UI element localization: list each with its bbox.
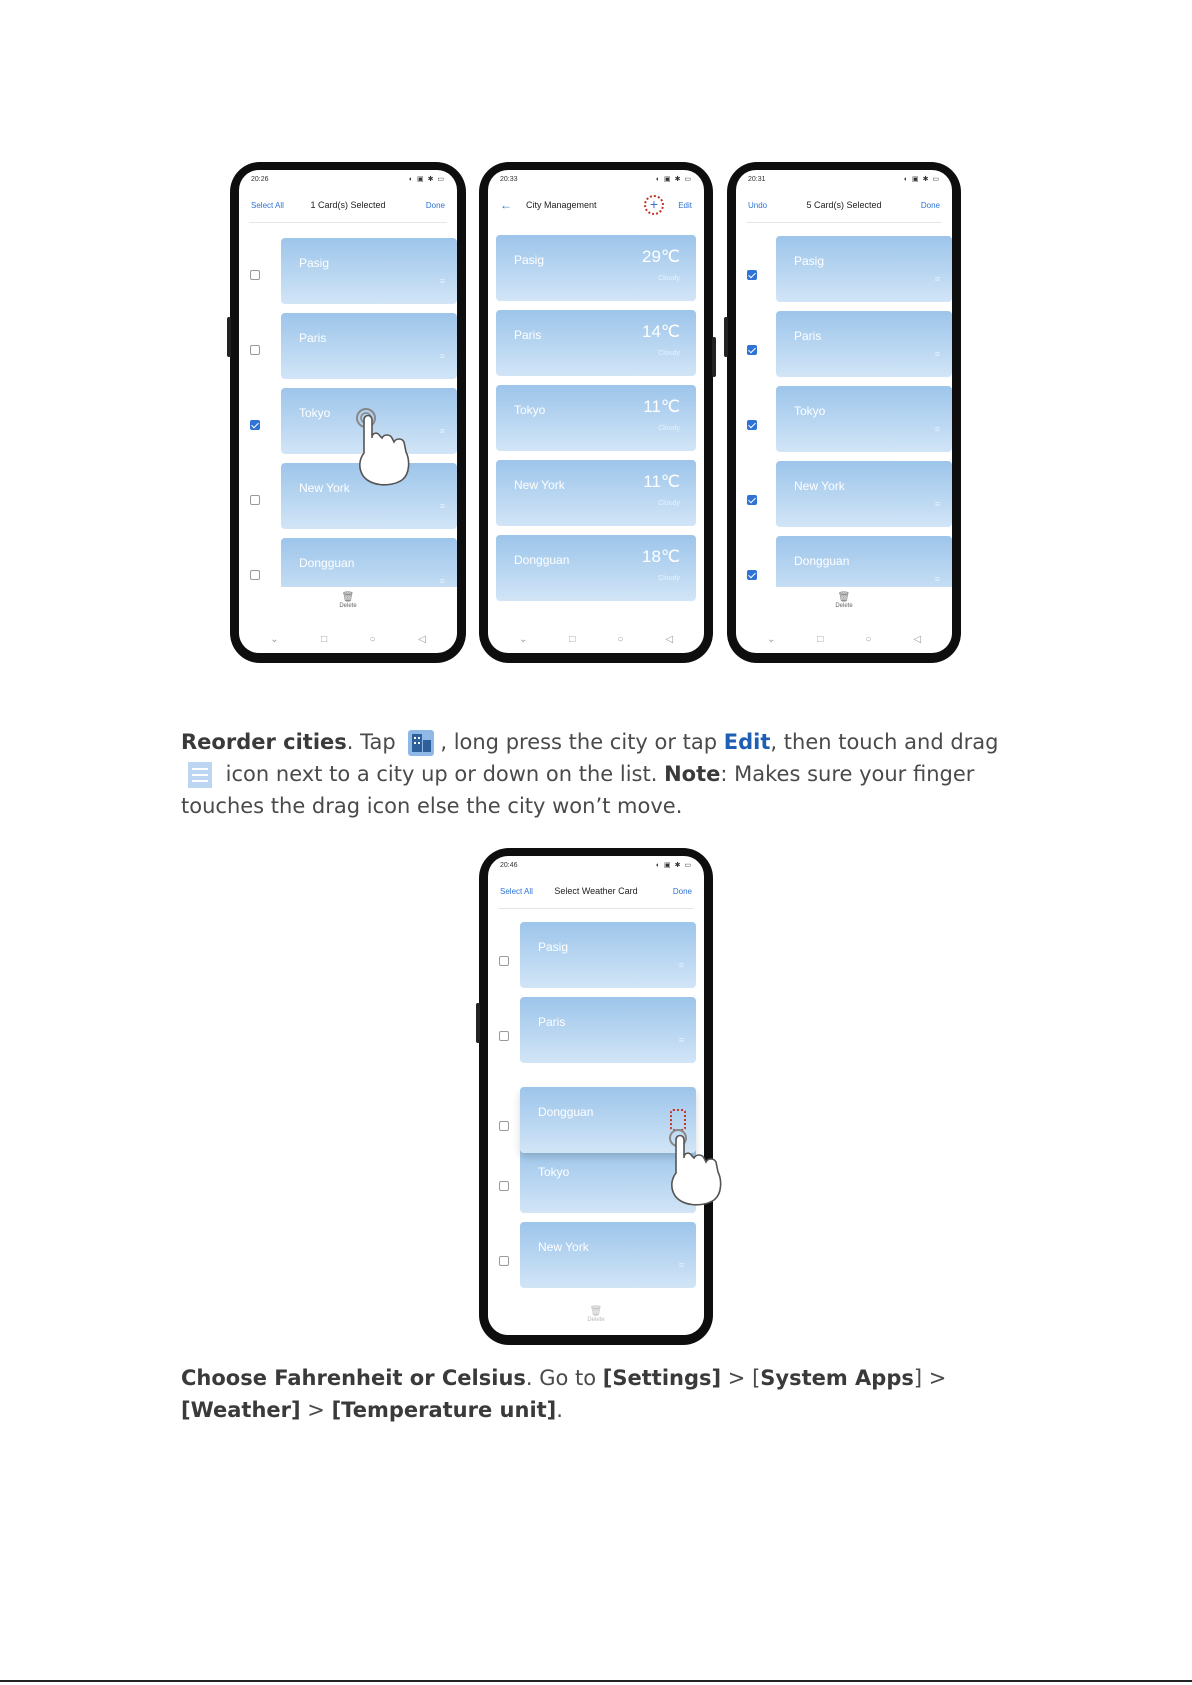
app-bar (736, 192, 952, 218)
text-run: . Go to (525, 1366, 603, 1390)
delete-bar[interactable] (488, 1301, 704, 1335)
condition: Cloudy (658, 350, 680, 357)
temperature: 29℃ (641, 247, 680, 266)
finger-tap-icon (354, 408, 412, 490)
text-run: , then touch and drag (770, 730, 999, 754)
selection-title: 5 Card(s) Selected (806, 200, 882, 210)
city-name: Tokyo (538, 1165, 570, 1179)
page-title: Select Weather Card (554, 886, 638, 896)
temperature-unit-paragraph (181, 1362, 1021, 1426)
text-run: > (300, 1398, 332, 1422)
status-icons: ◐ ▣ ✱ ▭ (655, 862, 692, 869)
recents-icon[interactable]: □ (569, 633, 576, 645)
back-arrow-icon[interactable]: ← (500, 198, 512, 212)
city-checkbox[interactable] (250, 570, 260, 580)
trash-icon: 🗑 (837, 592, 851, 603)
status-bar (736, 170, 952, 188)
drag-handle-icon[interactable]: ≡ (439, 351, 445, 361)
city-management-icon (406, 728, 436, 758)
select-all-button[interactable]: Select All (500, 886, 533, 896)
city-name: New York (794, 479, 845, 493)
status-bar (239, 170, 457, 188)
city-name: Pasig (794, 254, 825, 268)
edit-button[interactable]: Edit (678, 200, 692, 210)
condition: Cloudy (658, 500, 680, 507)
city-name: Dongguan (538, 1105, 594, 1119)
edit-keyword: Edit (723, 730, 771, 754)
back-icon[interactable]: ◁ (913, 633, 922, 645)
city-name: Pasig (514, 253, 545, 267)
chevron-down-icon[interactable]: ⌄ (518, 633, 528, 645)
note-label: Note (664, 762, 721, 786)
status-icons: ◐ ▣ ✱ ▭ (408, 176, 445, 183)
city-name: Paris (538, 1015, 566, 1029)
status-bar (488, 170, 704, 188)
nav-bar (736, 625, 952, 653)
drag-handle-icon[interactable]: ≡ (934, 424, 940, 434)
status-time: 20:26 (251, 175, 269, 183)
weather-card[interactable] (496, 535, 696, 601)
delete-bar[interactable] (239, 587, 457, 621)
status-time: 20:33 (500, 175, 518, 183)
nav-bar (488, 625, 704, 653)
home-icon[interactable]: ○ (617, 633, 624, 645)
drag-handle-icon[interactable]: ≡ (934, 499, 940, 509)
select-all-button[interactable]: Select All (251, 200, 284, 210)
status-icons: ◐ ▣ ✱ ▭ (655, 176, 692, 183)
recents-icon[interactable]: □ (321, 633, 328, 645)
chevron-down-icon[interactable]: ⌄ (270, 633, 279, 645)
app-bar (488, 192, 704, 218)
settings-path: [Settings] (602, 1366, 722, 1390)
city-card[interactable] (776, 236, 952, 302)
undo-button[interactable]: Undo (748, 200, 768, 210)
city-checkbox-checked[interactable] (747, 420, 757, 430)
screen (736, 170, 952, 653)
reorder-heading: Reorder cities (181, 730, 347, 754)
home-icon[interactable]: ○ (865, 633, 872, 645)
delete-label: Delete (339, 603, 357, 609)
weather-path: [Weather] (181, 1398, 301, 1422)
city-checkbox[interactable] (499, 1031, 509, 1041)
screen (488, 856, 704, 1335)
divider (498, 908, 694, 909)
city-name: New York (514, 478, 565, 492)
status-icons: ◐ ▣ ✱ ▭ (903, 176, 940, 183)
app-bar (239, 192, 457, 218)
weather-card[interactable] (496, 460, 696, 526)
condition: Cloudy (658, 275, 680, 282)
city-name: Paris (514, 328, 542, 342)
city-checkbox[interactable] (250, 270, 260, 280)
city-name: New York (538, 1240, 589, 1254)
city-checkbox[interactable] (250, 345, 260, 355)
phone-drag-reorder (479, 848, 713, 1345)
drag-handle-icon[interactable]: ≡ (678, 960, 684, 970)
city-checkbox[interactable] (499, 956, 509, 966)
drag-handle-icon[interactable]: ≡ (678, 1035, 684, 1045)
done-button[interactable]: Done (672, 886, 692, 896)
city-name: Dongguan (299, 556, 355, 570)
city-name: Pasig (538, 940, 569, 954)
text-run: > [ (721, 1366, 761, 1390)
status-time: 20:46 (500, 861, 518, 869)
city-card[interactable] (281, 313, 457, 379)
reorder-paragraph (181, 726, 1021, 822)
drag-handle-icon[interactable]: ≡ (439, 276, 445, 286)
finger-drag-icon (666, 1128, 724, 1210)
drag-handle-icon[interactable]: ≡ (439, 576, 445, 586)
page-bottom-rule (0, 1680, 1192, 1682)
city-name: New York (299, 481, 350, 495)
city-name: Paris (794, 329, 822, 343)
screen (488, 170, 704, 653)
page-title: City Management (526, 200, 597, 210)
city-card[interactable] (520, 1222, 696, 1288)
delete-bar[interactable] (736, 587, 952, 621)
city-name: Paris (299, 331, 327, 345)
choose-heading: Choose Fahrenheit or Celsius (181, 1366, 526, 1390)
city-checkbox-checked[interactable] (250, 420, 260, 430)
back-icon[interactable]: ◁ (665, 633, 674, 645)
city-checkbox-checked[interactable] (747, 495, 757, 505)
phone-select-all (727, 162, 961, 663)
city-card[interactable] (776, 386, 952, 452)
city-card[interactable] (776, 461, 952, 527)
drag-handle-icon[interactable]: ≡ (934, 574, 940, 584)
system-apps-path: System Apps (760, 1366, 914, 1390)
side-button (724, 317, 728, 357)
back-icon[interactable]: ◁ (418, 633, 426, 645)
drag-handle-icon[interactable]: ≡ (439, 426, 445, 436)
city-name: Dongguan (794, 554, 850, 568)
temperature-unit-path: [Temperature unit] (331, 1398, 557, 1422)
text-run: icon next to a city up or down on the list. (219, 762, 665, 786)
app-bar (488, 878, 704, 904)
city-card[interactable] (281, 238, 457, 304)
text-run: , long press the city or tap (440, 730, 724, 754)
weather-card[interactable] (496, 385, 696, 451)
divider (746, 222, 942, 223)
done-button[interactable]: Done (920, 200, 940, 210)
city-name: Tokyo (514, 403, 546, 417)
city-checkbox[interactable] (250, 495, 260, 505)
side-button (476, 1003, 480, 1043)
city-card[interactable] (520, 997, 696, 1063)
delete-label: Delete (587, 1317, 605, 1323)
recents-icon[interactable]: □ (817, 633, 824, 645)
temperature: 14℃ (641, 322, 680, 341)
temperature: 11℃ (643, 397, 680, 416)
status-bar (488, 856, 704, 874)
temperature: 11℃ (643, 472, 680, 491)
text-run: . Tap (346, 730, 403, 754)
temperature: 18℃ (641, 547, 680, 566)
trash-icon: 🗑 (589, 1306, 603, 1317)
city-name: Dongguan (514, 553, 570, 567)
drag-handle-icon[interactable]: ≡ (439, 501, 445, 511)
divider (249, 222, 447, 223)
drag-handle-icon[interactable]: ≡ (934, 274, 940, 284)
drag-handle-icon[interactable]: ≡ (934, 349, 940, 359)
status-time: 20:31 (748, 175, 766, 183)
side-button (712, 337, 716, 377)
chevron-down-icon[interactable]: ⌄ (766, 633, 776, 645)
weather-card[interactable] (496, 235, 696, 301)
trash-icon: 🗑 (341, 592, 355, 603)
weather-card[interactable] (496, 310, 696, 376)
city-checkbox-checked[interactable] (747, 270, 757, 280)
screen (239, 170, 457, 653)
phone-select-one (230, 162, 466, 663)
city-name: Tokyo (794, 404, 826, 418)
selection-title: 1 Card(s) Selected (310, 200, 386, 210)
city-card[interactable] (776, 311, 952, 377)
delete-label: Delete (835, 603, 853, 609)
text-run: : Makes sure your finger touches the drag icon else the city won’t move. (181, 762, 975, 818)
side-button (227, 317, 231, 357)
text-run: . (556, 1398, 563, 1422)
city-card[interactable] (520, 922, 696, 988)
home-icon[interactable]: ○ (369, 633, 376, 645)
drag-handle-icon (185, 760, 215, 790)
city-name: Tokyo (299, 406, 331, 420)
city-name: Pasig (299, 256, 330, 270)
text-run: ] > (913, 1366, 947, 1390)
add-city-icon[interactable]: + (644, 195, 664, 215)
city-checkbox[interactable] (499, 1181, 509, 1191)
city-checkbox-checked[interactable] (747, 345, 757, 355)
city-checkbox[interactable] (499, 1256, 509, 1266)
condition: Cloudy (658, 425, 680, 432)
nav-bar (239, 625, 457, 653)
phone-city-management (479, 162, 713, 663)
done-button[interactable]: Done (425, 200, 445, 210)
condition: Cloudy (658, 575, 680, 582)
drag-handle-icon[interactable]: ≡ (678, 1260, 684, 1270)
city-checkbox[interactable] (499, 1121, 509, 1131)
city-checkbox-checked[interactable] (747, 570, 757, 580)
